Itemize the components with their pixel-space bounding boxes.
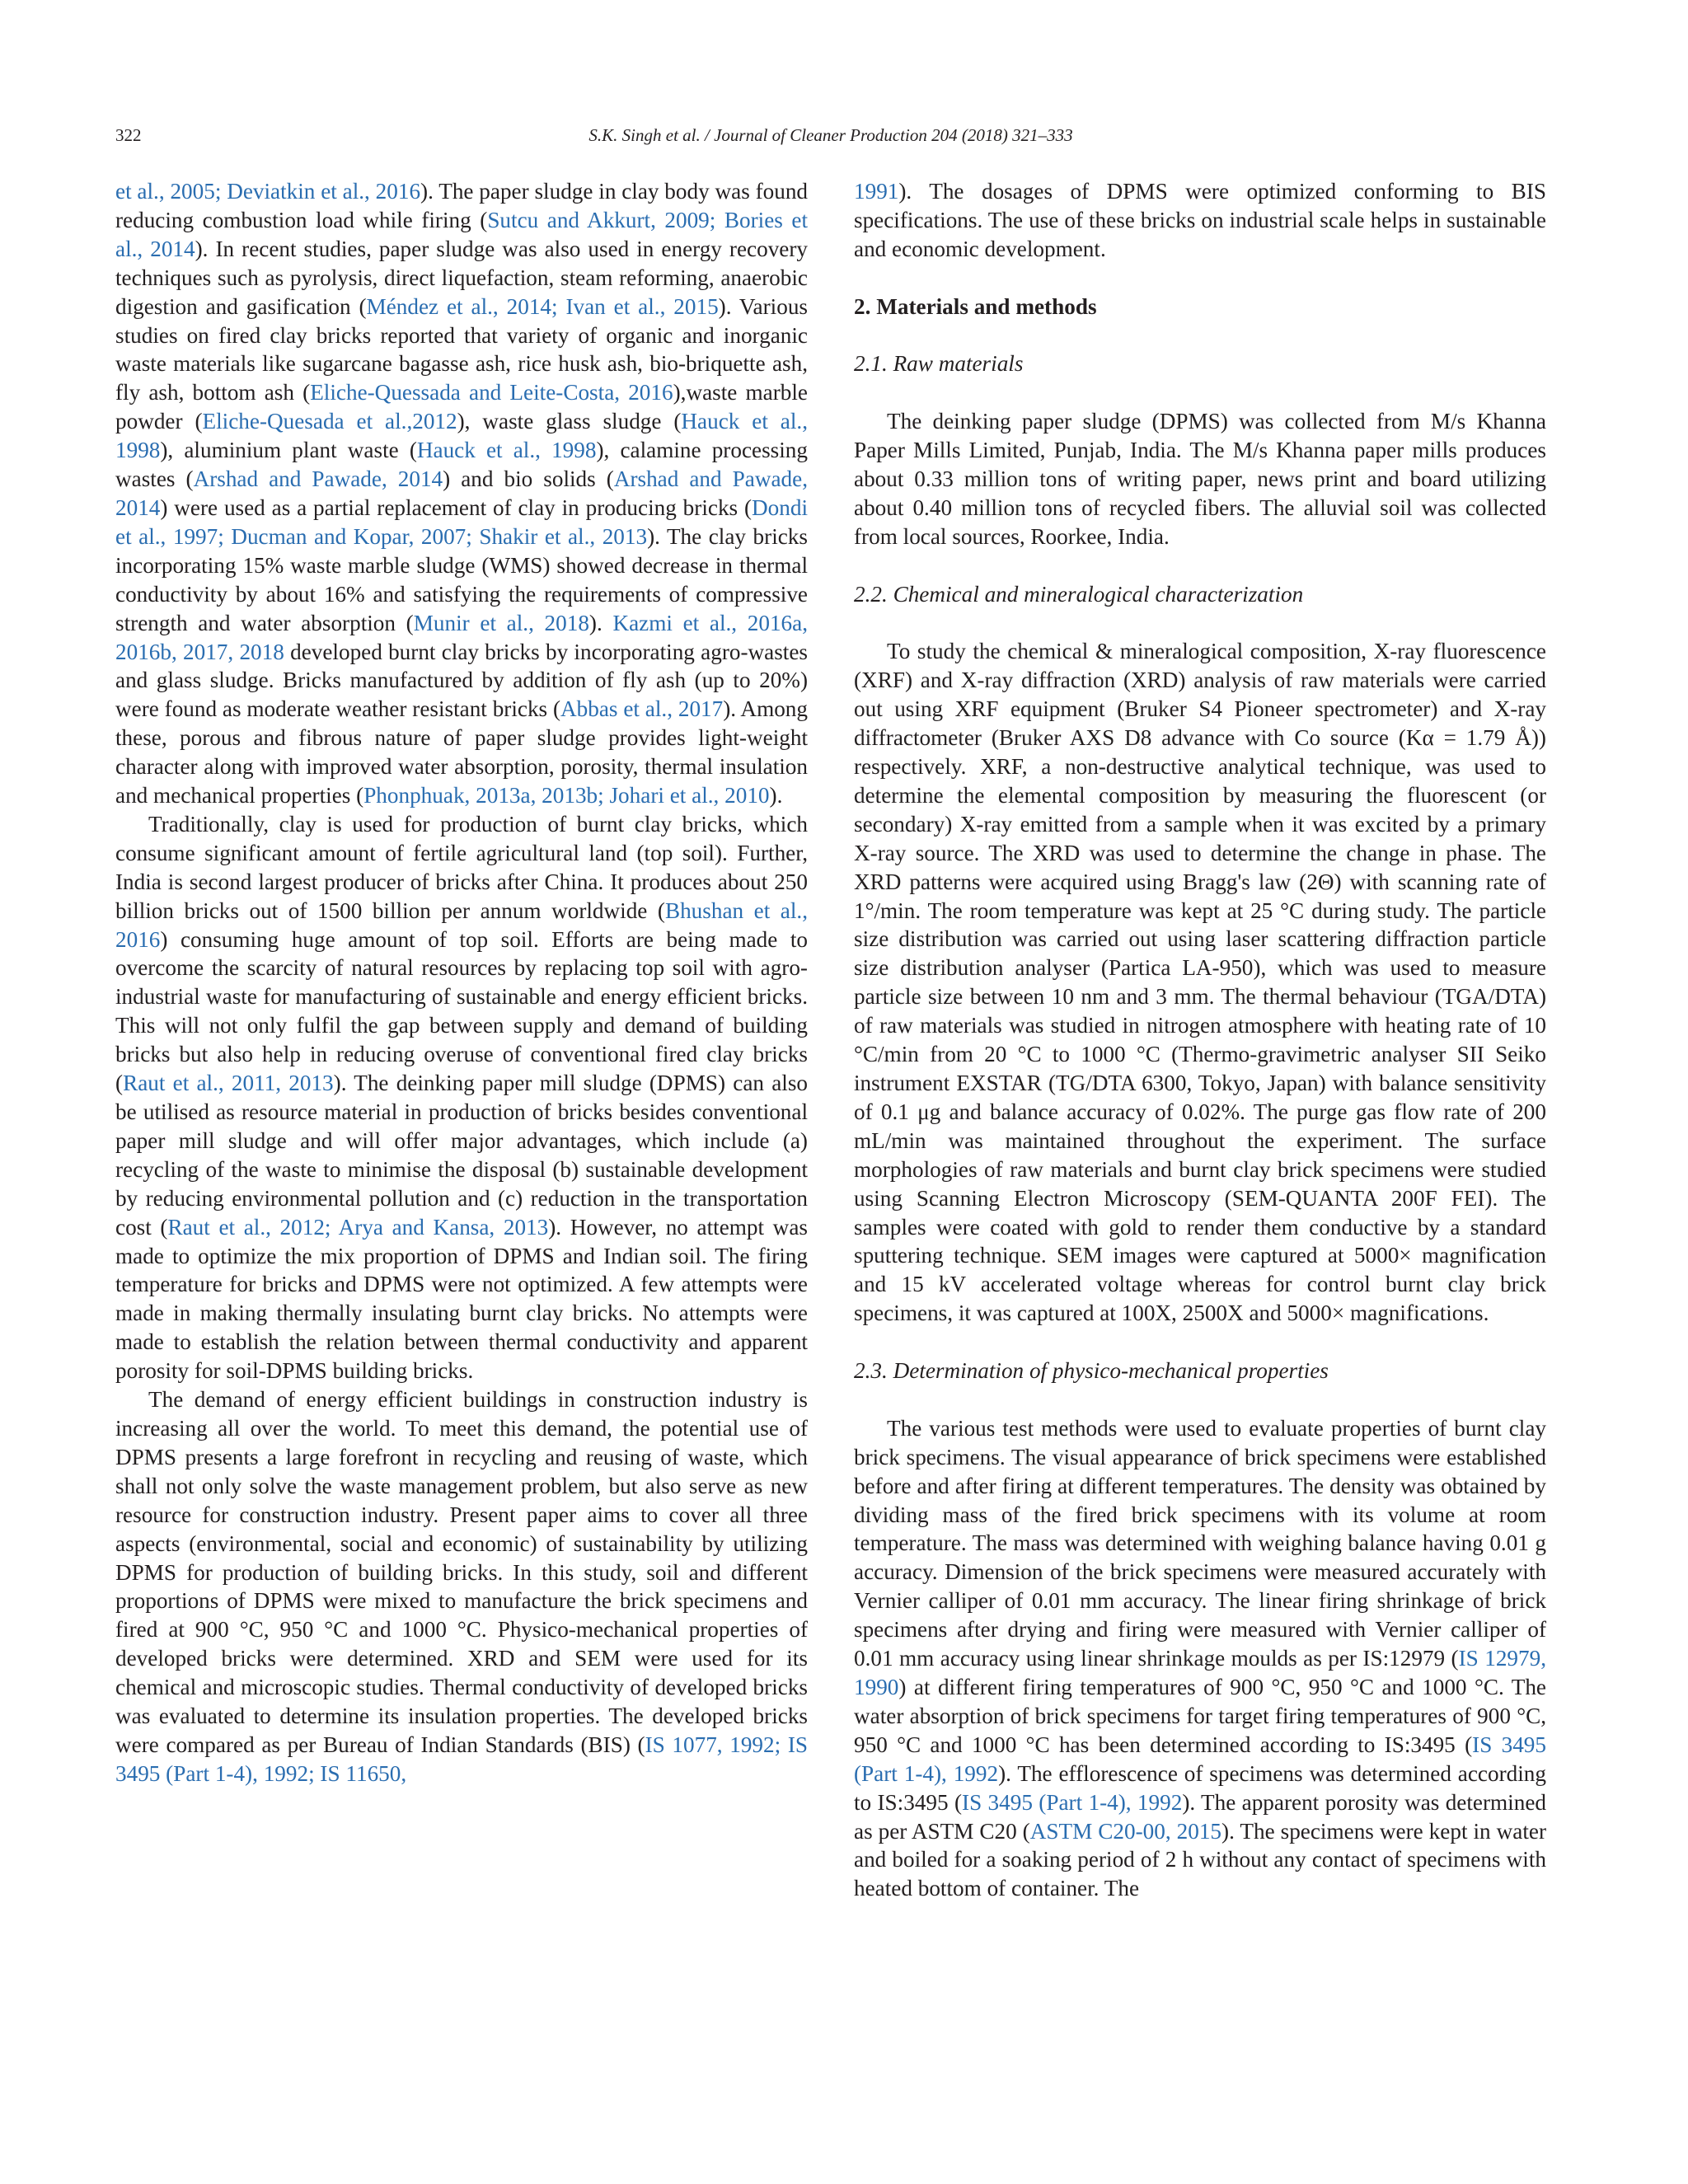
body-text: The demand of energy efficient buildings in construction industry is increasing all over the world. To meet this demand, the potential use of DPMS presents a large forefront in recycling and reusing of waste, which shall not only solve the waste management problem, but also serve as new resource for construction industry. Present paper aims to cover all three aspects (environmental, social and economic) of sustainability by utilizing DPMS for production of building bricks. In this study, soil and different proportions of DPMS were mixed to manufacture the brick specimens and fired at 900 °C, 950 °C and 1000 °C. Physico-mechanical properties of developed bricks were determined. XRD and SEM were used for its chemical and microscopic studies. Thermal conductivity of developed bricks was evaluated to determine its insulation properties. The developed bricks were compared as per Bureau of Indian Standards (BIS) (: [115, 1387, 808, 1757]
citation-link[interactable]: IS 3495 (Part 1-4), 1992: [854, 1732, 1546, 1786]
citation-link[interactable]: Arshad and Pawade, 2014: [115, 466, 808, 520]
body-text: ). Various studies on fired clay bricks reported that variety of organic and inorganic waste materials like sugarcane bagasse ash, rice husk ash, bio-briquette ash, fly ash, bottom ash (: [115, 293, 808, 405]
citation-link[interactable]: Abbas et al., 2017: [560, 696, 724, 722]
paragraph: [854, 1414, 1546, 1903]
citation-link[interactable]: IS 3495 (Part 1-4), 1992: [962, 1789, 1183, 1815]
body-text: ). The dosages of DPMS were optimized conforming to BIS specifications. The use of these bricks on industrial scale helps in sustainable and economic development.: [854, 179, 1546, 261]
citation-link[interactable]: Méndez et al., 2014; Ivan et al., 2015: [366, 293, 719, 319]
page-header: [115, 125, 1546, 155]
body-text: ). Among these, porous and fibrous nature of paper sludge provides light-weight character along with improved water absorption, porosity, thermal insulation and mechanical properties (: [115, 696, 808, 808]
left-column: [115, 177, 808, 1788]
paragraph: [115, 177, 808, 810]
body-text: The various test methods were used to evaluate properties of burnt clay brick specimens. The visual appearance of brick specimens were established before and after firing at different temperatures. The density was obtained by dividing mass of the fired brick specimens with its volume at room temperature. The mass was determined with weighing balance having 0.01 g accuracy. Dimension of the brick specimens were measured accurately with Vernier calliper of 0.01 mm accuracy. The linear firing shrinkage of brick specimens after drying and firing were measured with Vernier calliper of 0.01 mm accuracy using linear shrinkage moulds as per IS:12979 (: [854, 1415, 1546, 1671]
subsection-heading: 2.1. Raw materials: [854, 351, 1024, 377]
body-text: ) at different firing temperatures of 900 °C, 950 °C and 1000 °C. The water absorption of brick specimens for target firing temperatures of 900 °C, 950 °C and 1000 °C has been determined according to IS:3495 (: [854, 1675, 1546, 1757]
body-text: The deinking paper sludge (DPMS) was collected from M/s Khanna Paper Mills Limited, Punjab, India. The M/s Khanna paper mills produces about 0.33 million tons of writing paper, news print and board utilizing about 0.40 million tons of recycled fibers. The alluvial soil was collected from local sources, Roorkee, India.: [854, 409, 1546, 549]
body-text: ). The clay bricks incorporating 15% waste marble sludge (WMS) showed decrease in thermal conductivity by about 16% and satisfying the requirements of compressive strength and water absorption (: [115, 523, 808, 635]
citation-link[interactable]: ASTM C20-00, 2015: [1029, 1818, 1222, 1844]
citation-link[interactable]: Munir et al., 2018: [413, 610, 589, 635]
citation-link[interactable]: Arshad and Pawade, 2014: [193, 466, 443, 492]
body-text: ) consuming huge amount of top soil. Efforts are being made to overcome the scarcity of natural resources by replacing top soil with agro-industrial waste for manufacturing of sustainable and energy efficient bricks. This will not only fulfil the gap between supply and demand of building bricks but also help in reducing overuse of conventional fired clay bricks (: [115, 926, 808, 1096]
paragraph: [115, 1385, 808, 1788]
paragraph: [115, 810, 808, 1385]
page-number: 322: [115, 125, 142, 145]
paragraph: [854, 177, 1546, 264]
right-column: [854, 177, 1546, 1903]
body-text: ) were used as a partial replacement of clay in producing bricks (: [160, 494, 753, 520]
citation-link[interactable]: IS 1077, 1992; IS 3495 (Part 1-4), 1992; IS 11650,: [115, 1732, 808, 1786]
citation-link[interactable]: Eliche-Quesada et al.,2012: [202, 409, 457, 434]
body-text: ), waste glass sludge (: [457, 409, 682, 434]
body-text: ), aluminium plant waste (: [160, 438, 417, 463]
body-text: ). The specimens were kept in water and boiled for a soaking period of 2 h without any contact of specimens with heated bottom of container. The: [854, 1818, 1546, 1901]
body-text: ). The deinking paper mill sludge (DPMS) can also be utilised as resource material in production of bricks besides conventional paper mill sludge and will offer major advantages, which include (a) recycling of the waste to minimise the disposal (b) sustainable development by reducing environmental pollution and (c) reduction in the transportation cost (: [115, 1071, 808, 1240]
subsection-heading: 2.2. Chemical and mineralogical characterization: [854, 581, 1304, 607]
body-text: ). However, no attempt was made to optimize the mix proportion of DPMS and Indian soil. The firing temperature for bricks and DPMS were not optimized. A few attempts were made in making thermally insulating burnt clay bricks. No attempts were made to establish the relation between thermal conductivity and apparent porosity for soil-DPMS building bricks.: [115, 1214, 808, 1384]
paragraph: [854, 407, 1546, 551]
citation-link[interactable]: IS 12979, 1990: [854, 1646, 1546, 1700]
body-text: ). In recent studies, paper sludge was also used in energy recovery techniques such as pyrolysis, direct liquefaction, steam reforming, anaerobic digestion and gasification (: [115, 236, 808, 319]
body-text: ), calamine processing wastes (: [115, 438, 808, 492]
body-text: developed burnt clay bricks by incorporating agro-wastes and glass sludge. Bricks manufactured by addition of fly ash (up to 20%) were found as moderate weather resistant bricks (: [115, 639, 808, 722]
citation-link[interactable]: Raut et al., 2012; Arya and Kansa, 2013: [167, 1214, 549, 1240]
citation-link[interactable]: Hauck et al., 1998: [416, 438, 597, 463]
body-text: ). The efflorescence of specimens was determined according to IS:3495 (: [854, 1760, 1546, 1815]
body-text: ).: [588, 610, 613, 635]
citation-link[interactable]: Hauck et al., 1998: [115, 409, 809, 463]
body-text: ).: [769, 783, 783, 808]
citation-link[interactable]: Bhushan et al., 2016: [115, 898, 808, 952]
citation-link[interactable]: Sutcu and Akkurt, 2009; Bories et al., 2014: [115, 207, 808, 261]
citation-link[interactable]: Eliche-Quessada and Leite-Costa, 2016: [310, 380, 673, 405]
citation-link[interactable]: 1991: [854, 179, 899, 204]
body-text: ) and bio solids (: [443, 466, 614, 492]
citation-link[interactable]: et al., 2005; Deviatkin et al., 2016: [115, 179, 421, 204]
subsection-heading: 2.3. Determination of physico-mechanical properties: [854, 1358, 1329, 1384]
citation-link[interactable]: Phonphuak, 2013a, 2013b; Johari et al., 2010: [363, 783, 770, 808]
body-text: ). The apparent porosity was determined as per ASTM C20 (: [854, 1789, 1546, 1844]
body-text: ). The paper sludge in clay body was found reducing combustion load while firing (: [115, 179, 809, 232]
body-text: To study the chemical & mineralogical composition, X-ray fluorescence (XRF) and X-ray diffraction (XRD) analysis of raw materials were carried out using XRF equipment (Bruker S4 Pioneer spectrometer) and X-ray diffractometer (Bruker AXS D8 advance with Co source (Kα = 1.79 Å)) respectively. XRF, a non-destructive analytical technique, was used to determine the elemental composition by measuring the fluorescent (or secondary) X-ray emitted from a sample when it was excited by a primary X-ray source. The XRD was used to determine the change in phase. The XRD patterns were acquired using Bragg's law (2Θ) with scanning rate of 1°/min. The room temperature was kept at 25 °C during study. The particle size distribution was carried out using laser scattering diffraction particle size distribution analyser (Partica LA-950), which was used to measure particle size between 10 nm and 3 mm. The thermal behaviour (TGA/DTA) of raw materials was studied in nitrogen atmosphere with heating rate of 10 °C/min from 20 °C to 1000 °C (Thermo-gravimetric analyser SII Seiko instrument EXSTAR (TG/DTA 6300, Tokyo, Japan) with balance sensitivity of 0.1 μg and balance accuracy of 0.02%. The purge gas flow rate of 200 mL/min was maintained throughout the experiment. The surface morphologies of raw materials and burnt clay brick specimens were studied using Scanning Electron Microscopy (SEM-QUANTA 200F FEI). The samples were coated with gold to render them conductive by a standard sputtering technique. SEM images were captured at 5000× magnification and 15 kV accelerated voltage whereas for control burnt clay brick specimens, it was captured at 100X, 2500X and 5000× magnifications.: [854, 639, 1546, 1326]
running-head: S.K. Singh et al. / Journal of Cleaner Production 204 (2018) 321–333: [588, 125, 1073, 145]
body-text: Traditionally, clay is used for production of burnt clay bricks, which consume significant amount of fertile agricultural land (top soil). Further, India is second largest producer of bricks after China. It produces about 250 billion bricks out of 1500 billion per annum worldwide (: [115, 811, 808, 923]
citation-link[interactable]: Raut et al., 2011, 2013: [123, 1071, 334, 1096]
section-heading: 2. Materials and methods: [854, 293, 1097, 319]
body-text: ),waste marble powder (: [115, 380, 808, 434]
paragraph: [854, 637, 1546, 1328]
citation-link[interactable]: Dondi et al., 1997; Ducman and Kopar, 2007; Shakir et al., 2013: [115, 494, 808, 549]
citation-link[interactable]: Kazmi et al., 2016a, 2016b, 2017, 2018: [115, 610, 808, 664]
